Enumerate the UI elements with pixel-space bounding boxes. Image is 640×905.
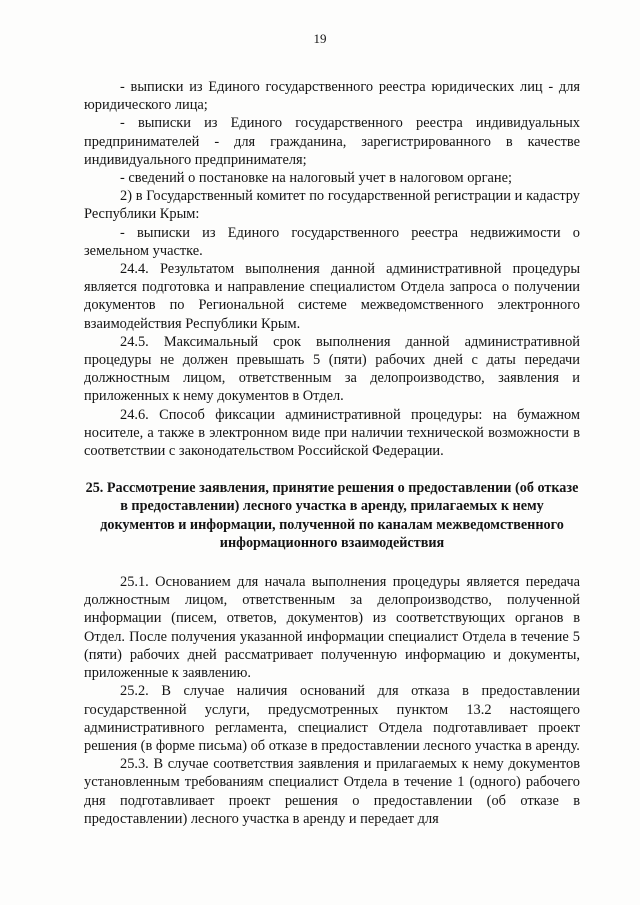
section-heading-25: 25. Рассмотрение заявления, принятие решения о предоставлении (об отказе в предоставлении) лесного участка в аренду, прилагаемых к нему документов и информации, полученной по каналам межведомственного информационного взаимодействия <box>85 480 579 551</box>
paragraph-tax-registration: - сведений о постановке на налоговый учет в налоговом органе; <box>120 170 512 187</box>
paragraph-extract-legal-entities: - выписки из Единого государственного реестра юридических лиц - для юридического лица; <box>84 79 580 114</box>
paragraph-24-5: 24.5. Максимальный срок выполнения данной административной процедуры не должен превышать 5 (пяти) рабочих дней с даты передачи должностным лицом, ответственным за делопроизводство, заявления и приложенных к нему документов в Отдел. <box>84 333 580 405</box>
paragraph-25-2: 25.2. В случае наличия оснований для отказа в предоставлении государственной услуги, предусмотренных пунктом 13.2 настоящего административного регламента, специалист Отдела подготавливает проект решения (в форме письма) об отказе в предоставлении лесного участка в аренду. <box>84 683 580 754</box>
paragraph-24-6: 24.6. Способ фиксации административной процедуры: на бумажном носителе, а также в электронном виде при наличии технической возможности в соответствии с законодательством Российской Федерации. <box>84 406 580 460</box>
document-body <box>84 78 580 828</box>
paragraph-state-committee: 2) в Государственный комитет по государственной регистрации и кадастру Республики Крым: <box>84 188 580 223</box>
paragraph-real-estate-extract: - выписки из Единого государственного реестра недвижимости о земельном участке. <box>84 224 580 259</box>
paragraph-25-1: 25.1. Основанием для начала выполнения процедуры является передача должностным лицом, ответственным за делопроизводство, полученной информации (писем, ответов, документов) из соответствующих органов в Отдел. После получения указанной информации специалист Отдела в течение 5 (пяти) рабочих дней рассматривает полученную информацию и документы, приложенные к заявлению. <box>84 574 580 682</box>
page-number: 19 <box>313 31 327 46</box>
paragraph-24-4: 24.4. Результатом выполнения данной административной процедуры является подготовка и направление специалистом Отдела запроса о получении документов по Региональной системе межведомственного электронного взаимодействия Республики Крым. <box>84 261 580 332</box>
paragraph-extract-entrepreneurs: - выписки из Единого государственного реестра индивидуальных предпринимателей - для гражданина, зарегистрированного в качестве индивидуального предпринимателя; <box>84 115 580 168</box>
paragraph-25-3: 25.3. В случае соответствия заявления и прилагаемых к нему документов установленным требованиям специалист Отдела в течение 1 (одного) рабочего дня подготавливает проект решения о предоставлении (об отказе в предоставлении) лесного участка в аренду и передает для <box>84 756 580 827</box>
